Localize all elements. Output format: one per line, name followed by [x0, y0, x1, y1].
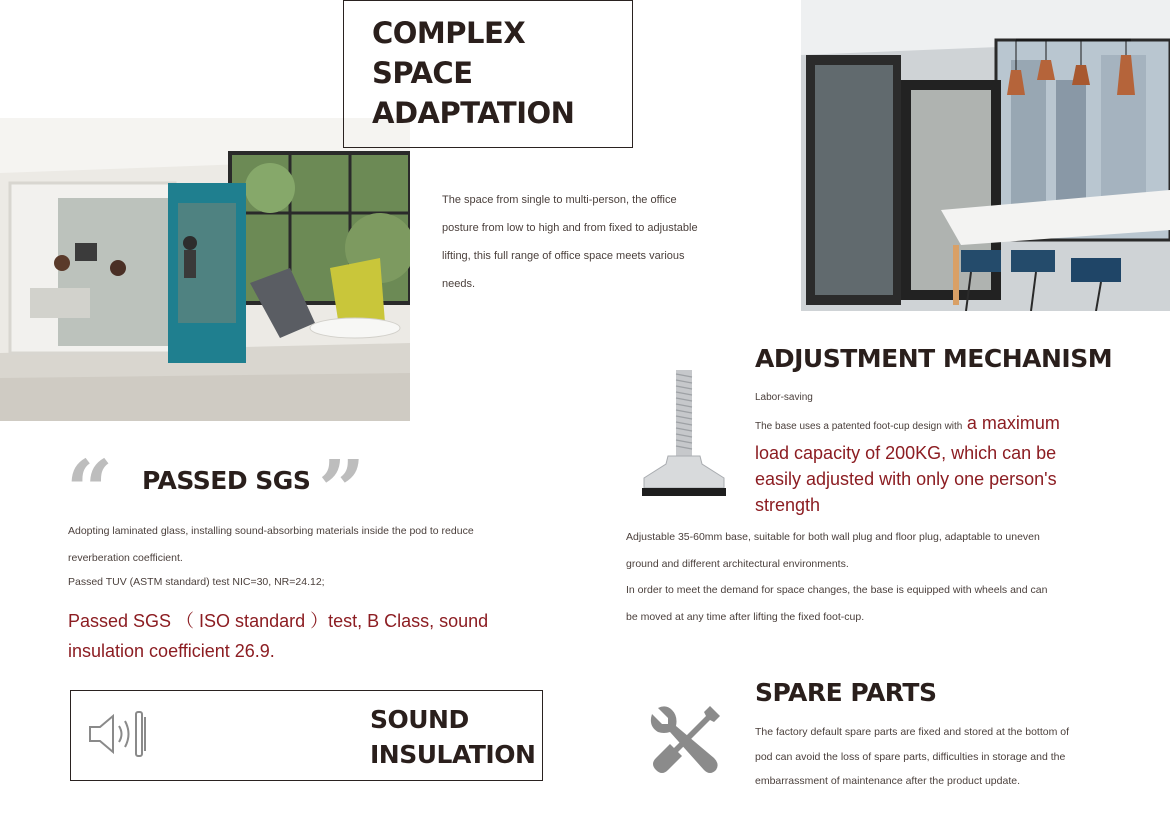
paragraph-line: embarrassment of maintenance after the product update. — [755, 775, 1020, 787]
adjustment-intro: The base uses a patented foot-cup design with — [755, 421, 963, 432]
sgs-highlight-line: insulation coefficient 26.9. — [68, 641, 275, 661]
complex-space-title-box — [343, 0, 633, 148]
spare-parts-title: SPARE PARTS — [755, 678, 937, 707]
sound-insulation-box — [70, 690, 543, 781]
paragraph-line: Passed TUV (ASTM standard) test NIC=30, NR=24.12; — [68, 576, 325, 588]
sgs-paragraph — [68, 518, 568, 592]
paragraph-line: The factory default spare parts are fixed and stored at the bottom of — [755, 726, 1070, 738]
speaker-icon — [87, 707, 149, 761]
paragraph-line: ground and different architectural environments. — [626, 557, 849, 570]
complex-space-title — [372, 13, 574, 133]
adjustment-subtitle: Labor-saving — [755, 392, 813, 403]
adjustment-highlight-line: strength — [755, 495, 821, 515]
adjustment-paragraph — [626, 524, 1156, 630]
adjustment-title: ADJUSTMENT MECHANISM — [755, 344, 1113, 373]
sgs-highlight — [68, 606, 558, 666]
paragraph-line: Adjustable 35-60mm base, suitable for both wall plug and floor plug, adaptable to uneven — [626, 531, 1040, 543]
paragraph-line: be moved at any time after lifting the fixed foot-cup. — [626, 610, 865, 623]
right-quote-icon: ” — [318, 443, 366, 539]
sgs-highlight-line: Passed SGS （ ISO standard ）test, B Class, sound — [68, 611, 489, 631]
paragraph-line: posture from low to high and from fixed to adjustable — [442, 222, 698, 234]
spare-parts-paragraph — [755, 720, 1160, 794]
office-lounge-photo — [0, 118, 410, 421]
paragraph-line: In order to meet the demand for space changes, the base is equipped with wheels and can — [626, 584, 1048, 596]
left-quote-icon: “ — [66, 443, 114, 539]
adjustment-highlight-line: load capacity of 200KG, which can be — [755, 443, 1057, 463]
adjustment-highlight-block — [755, 410, 1130, 518]
paragraph-line: The space from single to multi-person, the office — [442, 194, 677, 206]
complex-space-title-line: ADAPTATION — [372, 96, 575, 130]
sound-insulation-title — [370, 702, 535, 772]
glass-office-photo — [801, 0, 1170, 311]
paragraph-line: pod can avoid the loss of spare parts, difficulties in storage and the — [755, 750, 1066, 763]
paragraph-line: Adopting laminated glass, installing sound-absorbing materials inside the pod to reduce — [68, 525, 474, 537]
sgs-title: PASSED SGS — [142, 466, 311, 495]
paragraph-line: lifting, this full range of office space meets various — [442, 250, 685, 262]
adjustment-highlight-first: a maximum — [966, 413, 1060, 433]
sound-title-line: SOUND — [370, 705, 469, 734]
foot-cup-image — [640, 366, 730, 498]
complex-space-title-line: SPACE — [372, 56, 473, 90]
wrench-screwdriver-icon — [648, 704, 722, 778]
paragraph-line: needs. — [442, 278, 476, 290]
complex-space-paragraph — [442, 186, 782, 298]
paragraph-line: reverberation coefficient. — [68, 552, 183, 564]
adjustment-highlight-line: easily adjusted with only one person's — [755, 469, 1057, 489]
sound-title-line: INSULATION — [370, 740, 536, 769]
complex-space-title-line: COMPLEX — [372, 16, 526, 50]
